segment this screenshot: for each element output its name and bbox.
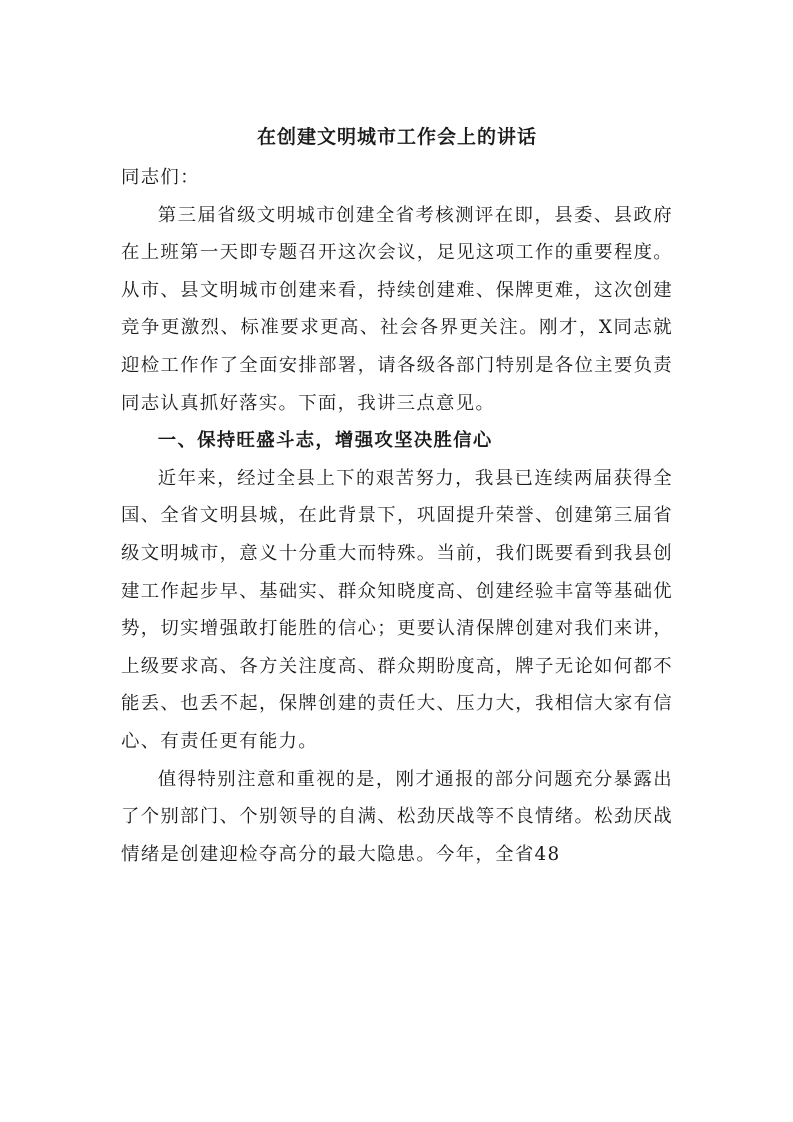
intro-paragraph: 第三届省级文明城市创建全省考核测评在即，县委、县政府在上班第一天即专题召开这次会议，足见这项工作的重要程度。从市、县文明城市创建来看，持续创建难、保牌更难，这次创建竞争更激烈、标准要求更高、社会各界更关注。刚才，X同志就迎检工作作了全面安排部署，请各级各部门特别是各位主要负责同志认真抓好落实。下面，我讲三点意见。 xyxy=(121,204,673,414)
section1-paragraph-1: 近年来，经过全县上下的艰苦努力，我县已连续两届获得全国、全省文明县城，在此背景下，巩固提升荣誉、创建第三届省级文明城市，意义十分重大而特殊。当前，我们既要看到我县创建工作起步早、基础实、群众知晓度高、创建经验丰富等基础优势，切实增强敢打能胜的信心；更要认清保牌创建对我们来讲，上级要求高、各方关注度高、群众期盼度高，牌子无论如何都不能丢、也丢不起，保牌创建的责任大、压力大，我相信大家有信心、有责任更有能力。 xyxy=(121,467,673,752)
section-heading-1: 一、保持旺盛斗志，增强攻坚决胜信心 xyxy=(157,430,493,452)
document-title: 在创建文明城市工作会上的讲话 xyxy=(256,126,537,148)
salutation: 同志们： xyxy=(121,167,200,188)
document-body xyxy=(121,115,673,873)
section1-paragraph-2: 值得特别注意和重视的是，刚才通报的部分问题充分暴露出了个别部门、个别领导的自满、松劲厌战等不良情绪。松劲厌战情绪是创建迎检夺高分的最大隐患。今年，全省48 xyxy=(121,768,673,865)
